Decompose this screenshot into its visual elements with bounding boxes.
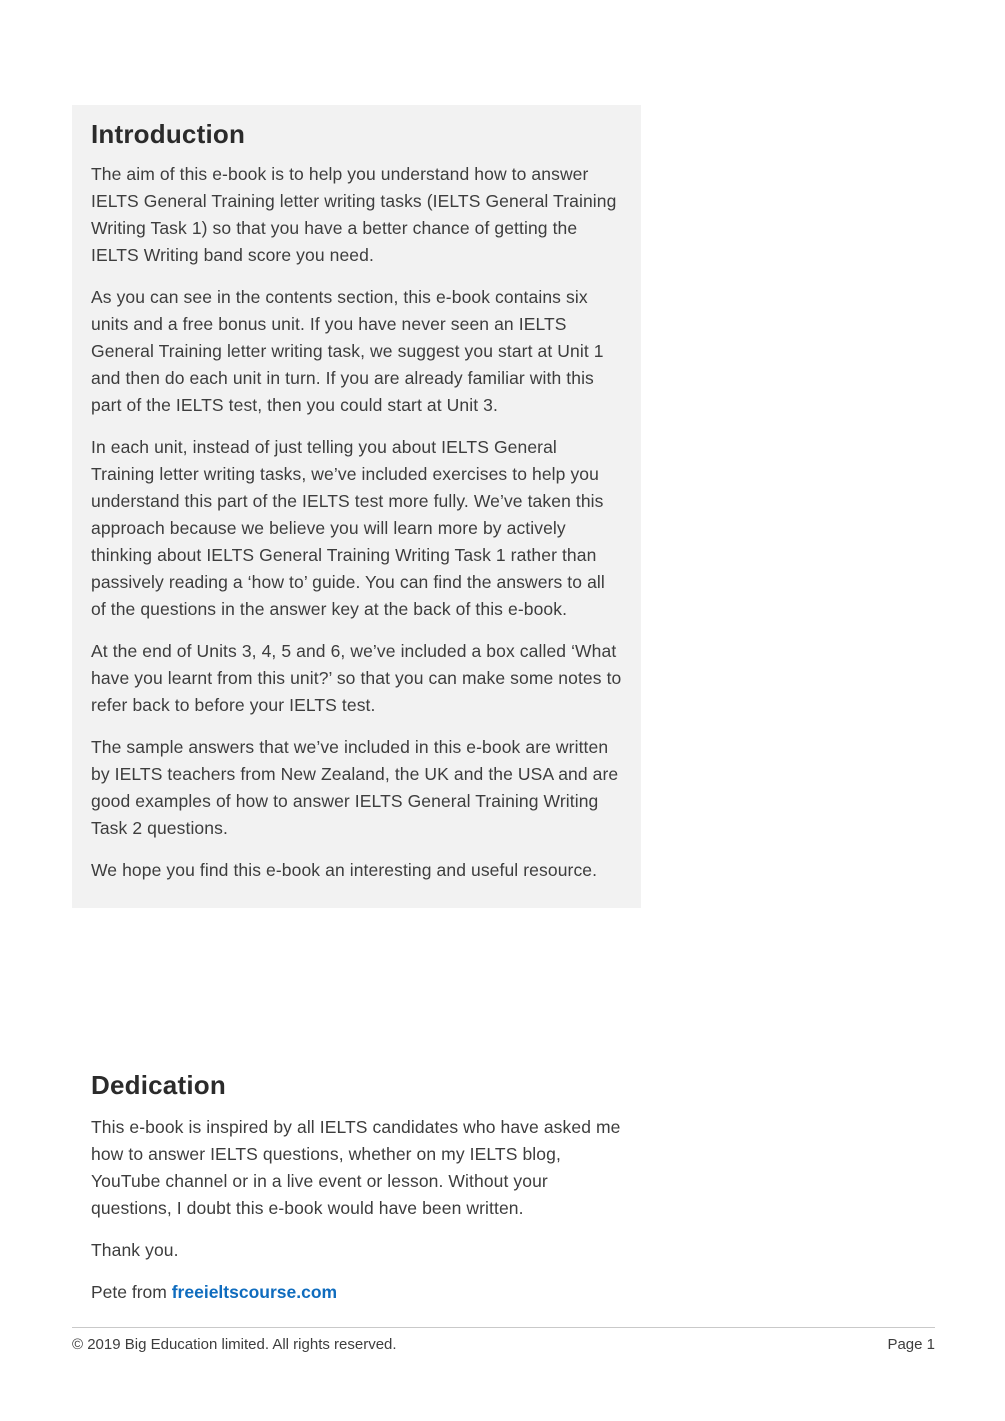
introduction-paragraph-2: As you can see in the contents section, this e-book contains six units and a free bonus unit. If you have never seen an IELTS General Training letter writing task, we suggest you start at Unit 1 and then do each unit in turn. If you are already familiar with this part of the IELTS test, then you could start at Unit 3. (91, 287, 604, 415)
dedication-heading: Dedication (91, 1070, 226, 1100)
copyright-text: © 2019 Big Education limited. All rights reserved. (72, 1336, 397, 1353)
introduction-paragraph-1: The aim of this e-book is to help you understand how to answer IELTS General Training letter writing tasks (IELTS General Training Writing Task 1) so that you have a better chance of getting the IELTS Writing band score you need. (91, 164, 617, 265)
signature-prefix: Pete from (91, 1282, 172, 1302)
signature-line (91, 1279, 631, 1306)
dedication-section (91, 1069, 631, 1306)
dedication-paragraph: This e-book is inspired by all IELTS candidates who have asked me how to answer IELTS questions, whether on my IELTS blog, YouTube channel or in a live event or lesson. Without your questions, I doubt this e-book would have been written. (91, 1117, 621, 1218)
introduction-heading: Introduction (91, 119, 246, 149)
freeieltscourse-link[interactable]: freeieltscourse.com (171, 1282, 338, 1302)
introduction-paragraph-4: At the end of Units 3, 4, 5 and 6, we’ve included a box called ‘What have you learnt from this unit?’ so that you can make some notes to refer back to before your IELTS test. (91, 641, 622, 715)
introduction-paragraph-5: The sample answers that we’ve included in this e-book are written by IELTS teachers from New Zealand, the UK and the USA and are good examples of how to answer IELTS General Training Writing Task 2 questions. (91, 737, 619, 838)
page-footer (72, 1327, 935, 1354)
page-number: Page 1 (887, 1336, 935, 1353)
thank-you-text: Thank you. (91, 1240, 179, 1260)
introduction-paragraph-3: In each unit, instead of just telling you about IELTS General Training letter writing tasks, we’ve included exercises to help you understand this part of the IELTS test more fully. We’ve taken this approach because we believe you will learn more by actively thinking about IELTS General Training Writing Task 1 rather than passively reading a ‘how to’ guide. You can find the answers to all of the questions in the answer key at the back of this e-book. (91, 437, 605, 619)
introduction-paragraph-6: We hope you find this e-book an interesting and useful resource. (91, 860, 598, 880)
introduction-section (72, 105, 641, 908)
